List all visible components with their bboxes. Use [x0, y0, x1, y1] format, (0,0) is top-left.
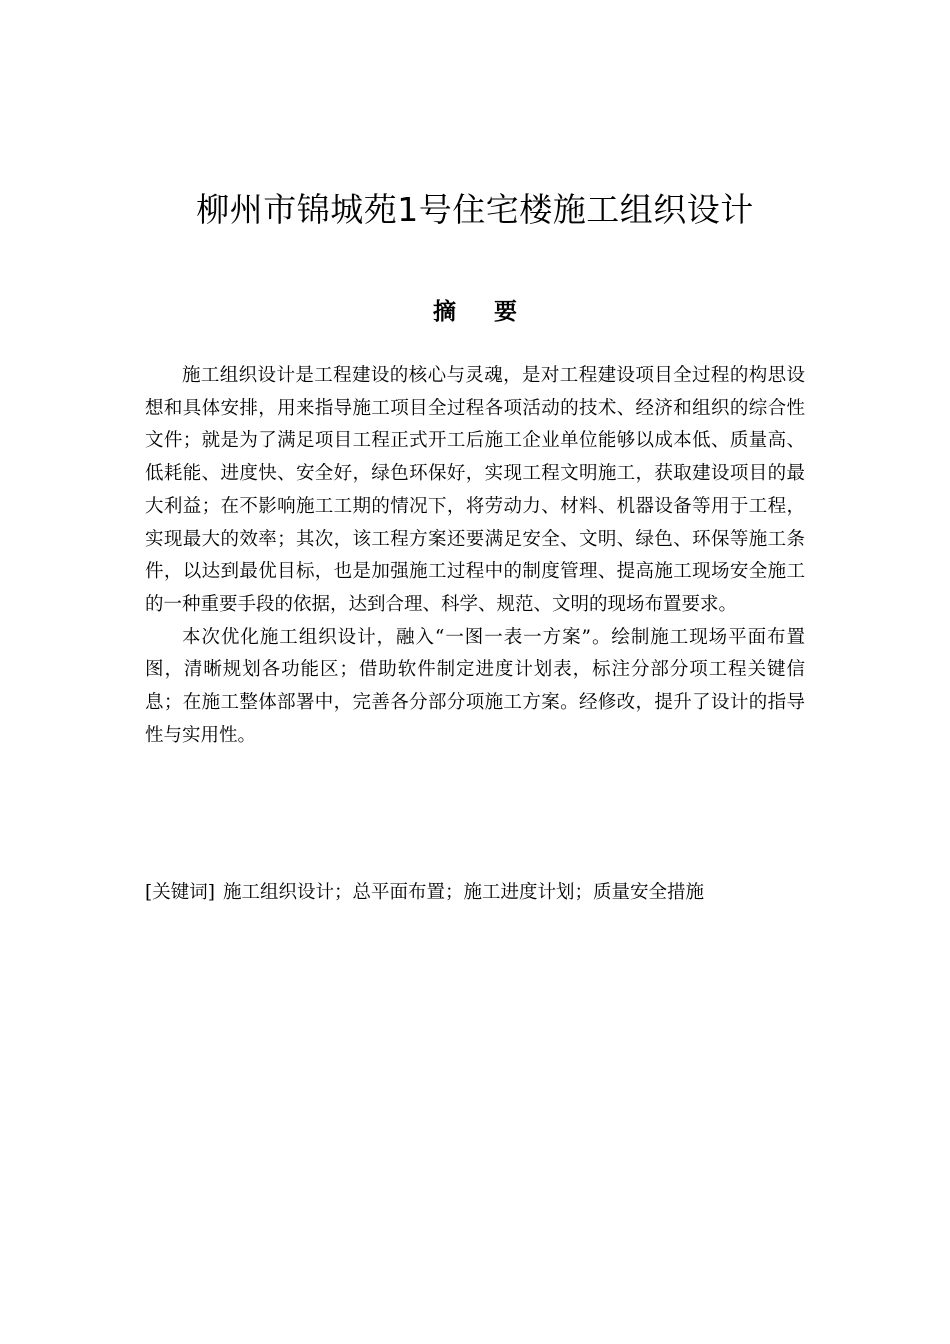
- abstract-body: [145, 360, 805, 752]
- keywords-label: [关键词]: [145, 882, 215, 903]
- abstract-heading: 摘要: [433, 299, 555, 325]
- keywords-text: 施工组织设计；总平面布置；施工进度计划；质量安全措施: [222, 882, 704, 903]
- abstract-paragraph-2: 本次优化施工组织设计，融入“一图一表一方案”。绘制施工现场平面布置图，清晰规划各功能区；借助软件制定进度计划表，标注分部分项工程关键信息；在施工整体部署中，完善各分部分项施工方案。经修改，提升了设计的指导性与实用性。: [145, 626, 805, 746]
- keywords-line: [145, 878, 805, 908]
- page-title: 柳州市锦城苑1号住宅楼施工组织设计: [196, 190, 754, 229]
- abstract-paragraph-1: 施工组织设计是工程建设的核心与灵魂，是对工程建设项目全过程的构思设想和具体安排，用来指导施工项目全过程各项活动的技术、经济和组织的综合性文件；就是为了满足项目工程正式开工后施工企业单位能够以成本低、质量高、低耗能、进度快、安全好，绿色环保好，实现工程文明施工，获取建设项目的最大利益；在不影响施工工期的情况下，将劳动力、材料、机器设备等用于工程，实现最大的效率；其次，该工程方案还要满足安全、文明、绿色、环保等施工条件，以达到最优目标，也是加强施工过程中的制度管理、提高施工现场安全施工的一种重要手段的依据，达到合理、科学、规范、文明的现场布置要求。: [145, 365, 805, 615]
